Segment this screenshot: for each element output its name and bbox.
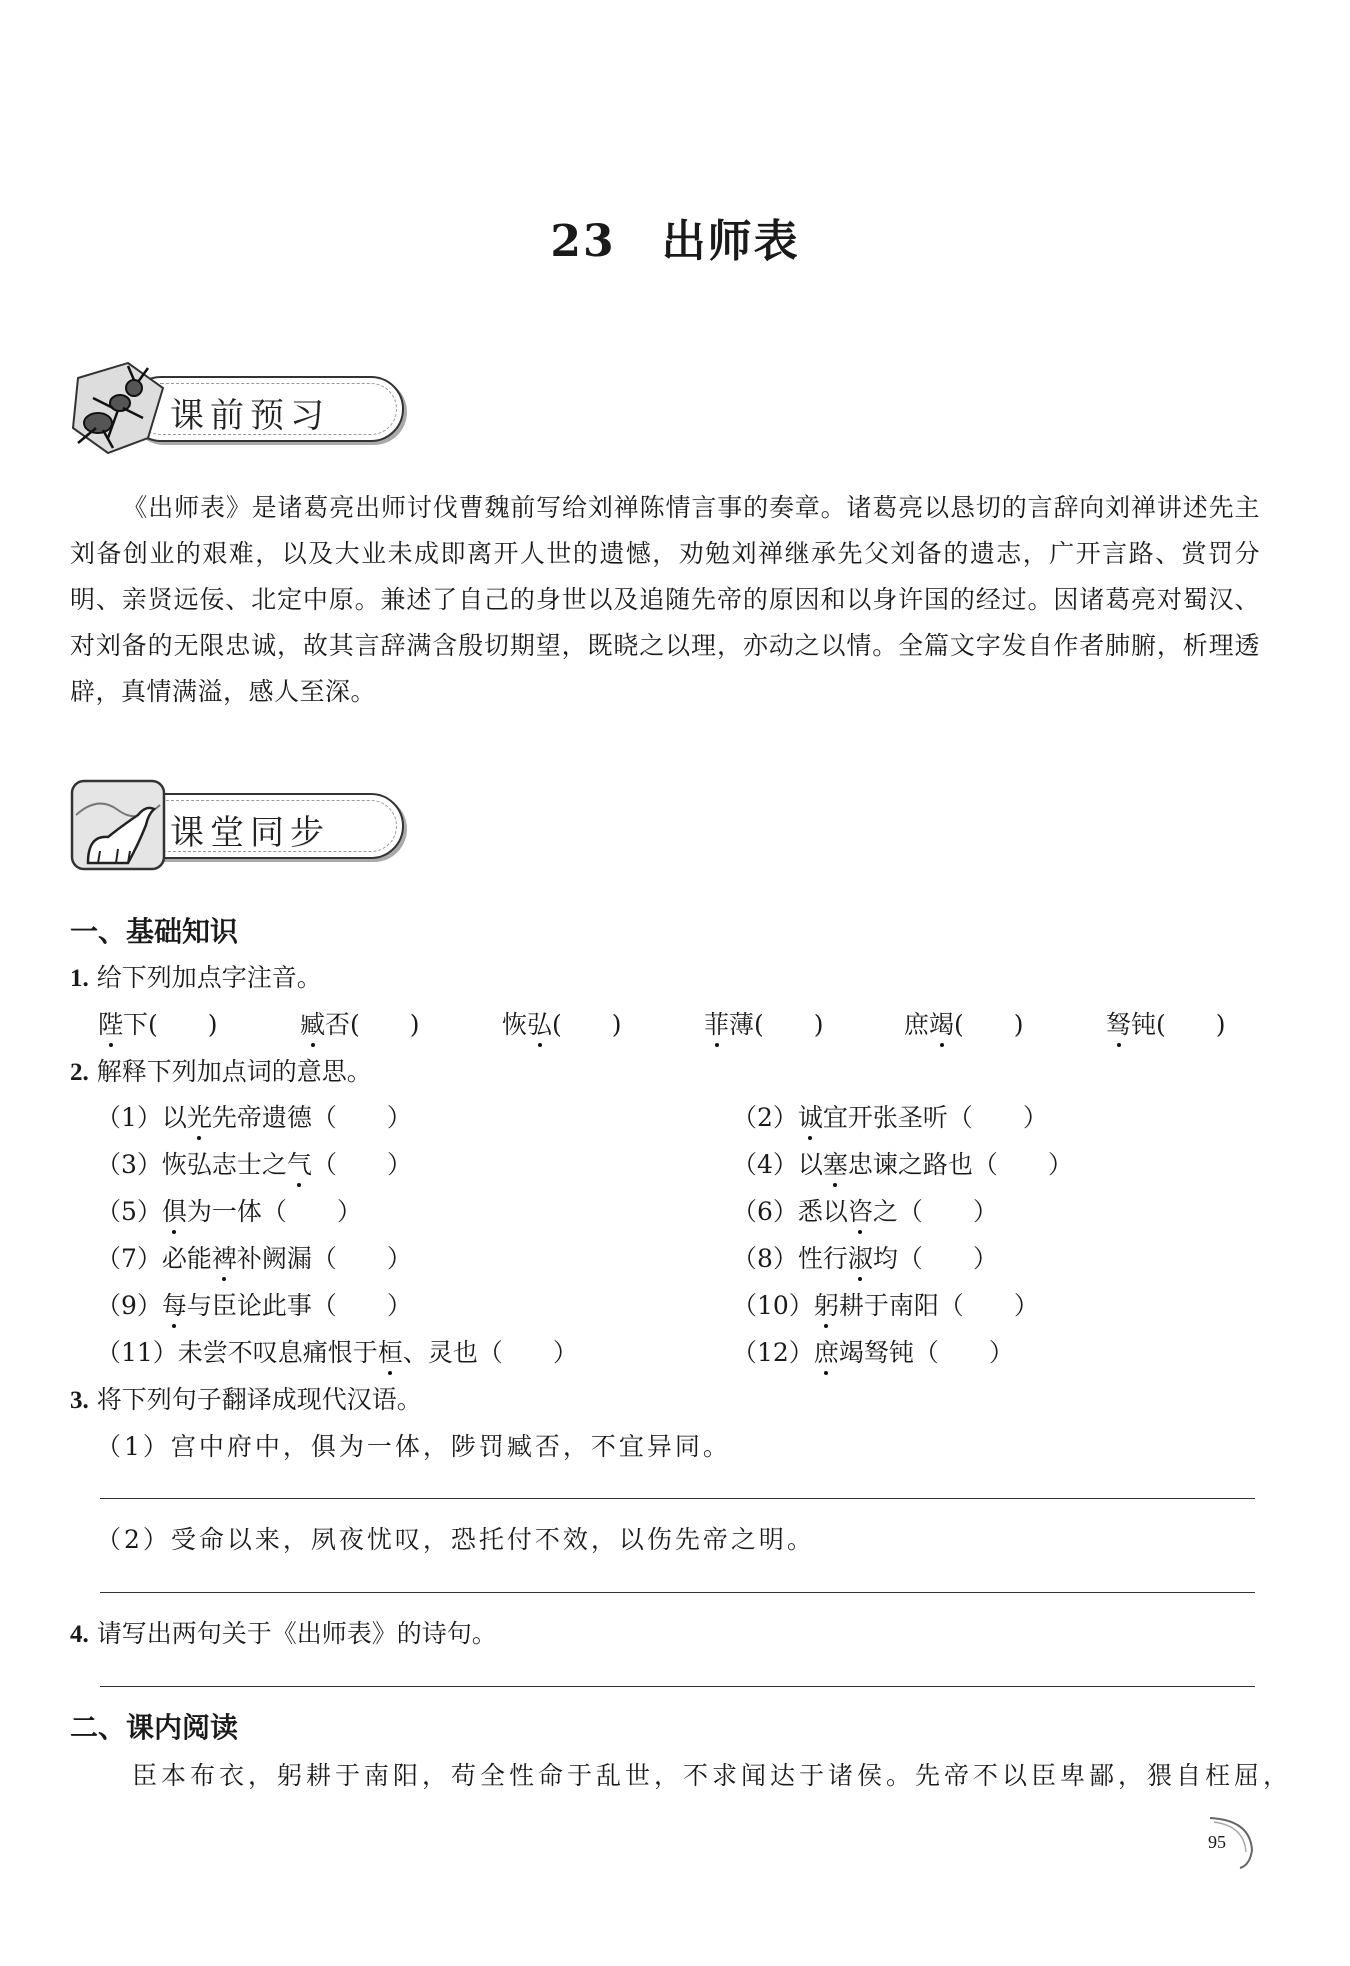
pinyin-item: 庶竭( ) [904,1010,1024,1039]
preview-text [70,485,1260,715]
answer-line[interactable] [100,1686,1255,1687]
section-basic-knowledge: 一、基础知识 [70,915,239,948]
classroom-badge-label: 课堂同步 [170,813,330,853]
question-3: 3. 将下列句子翻译成现代汉语。 [70,1385,422,1414]
word-item: （4）以塞忠谏之路也（ ） [732,1150,1073,1179]
preview-badge [68,358,358,458]
classroom-badge [68,775,358,875]
answer-line[interactable] [100,1498,1255,1499]
pinyin-item: 陛下( ) [98,1010,218,1039]
word-item: （11）未尝不叹息痛恨于桓、灵也（ ） [96,1338,578,1367]
word-item: （10）躬耕于南阳（ ） [732,1291,1039,1320]
section-reading: 二、课内阅读 [70,1711,239,1744]
word-item: （12）庶竭驽钝（ ） [732,1338,1014,1367]
word-item: （8）性行淑均（ ） [732,1244,998,1273]
lesson-number: 23 [550,216,616,267]
word-item: （7）必能裨补阙漏（ ） [96,1244,412,1273]
preview-badge-label: 课前预习 [170,396,330,436]
word-item: （1）以光先帝遗德（ ） [96,1103,412,1132]
pinyin-item: 恢弘( ) [502,1010,622,1039]
word-item: （2）诚宜开张圣听（ ） [732,1103,1048,1132]
lesson-name: 出师表 [661,216,800,267]
pinyin-item: 驽钝( ) [1106,1010,1226,1039]
lesson-title [0,205,1350,269]
pinyin-item: 臧否( ) [300,1010,420,1039]
word-item: （5）俱为一体（ ） [96,1197,362,1226]
translate-sentence-1: （1）宫中府中，俱为一体，陟罚臧否，不宜异同。 [96,1432,731,1461]
question-1: 1. 给下列加点字注音。 [70,963,322,992]
preview-paragraph: 《出师表》是诸葛亮出师讨伐曹魏前写给刘禅陈情言事的奏章。诸葛亮以恳切的言辞向刘禅讲述先主刘备创业的艰难，以及大业未成即离开人世的遗憾，劝勉刘禅继承先父刘备的遗志，广开言路、赏罚分明、亲贤远佞、北定中原。兼述了自己的身世以及追随先帝的原因和以身许国的经过。因诸葛亮对蜀汉、对刘备的无限忠诚，故其言辞满含殷切期望，既晓之以理，亦动之以情。全篇文字发自作者肺腑，析理透辟，真情满溢，感人至深。 [70,493,1260,706]
page-number: 95 [1208,1832,1226,1852]
question-2: 2. 解释下列加点词的意思。 [70,1057,372,1086]
ant-icon [68,358,168,458]
reading-text: 臣本布衣，躬耕于南阳，苟全性命于乱世，不求闻达于诸侯。先帝不以臣卑鄙，猥自枉屈， [132,1761,1293,1790]
word-item: （3）恢弘志士之气（ ） [96,1150,412,1179]
question-4: 4. 请写出两句关于《出师表》的诗句。 [70,1619,497,1648]
answer-line[interactable] [100,1592,1255,1593]
pinyin-item: 菲薄( ) [704,1010,824,1039]
word-item: （6）悉以咨之（ ） [732,1197,998,1226]
word-item: （9）每与臣论此事（ ） [96,1291,412,1320]
dinosaur-icon [68,775,168,875]
translate-sentence-2: （2）受命以来，夙夜忧叹，恐托付不效，以伤先帝之明。 [96,1525,815,1554]
